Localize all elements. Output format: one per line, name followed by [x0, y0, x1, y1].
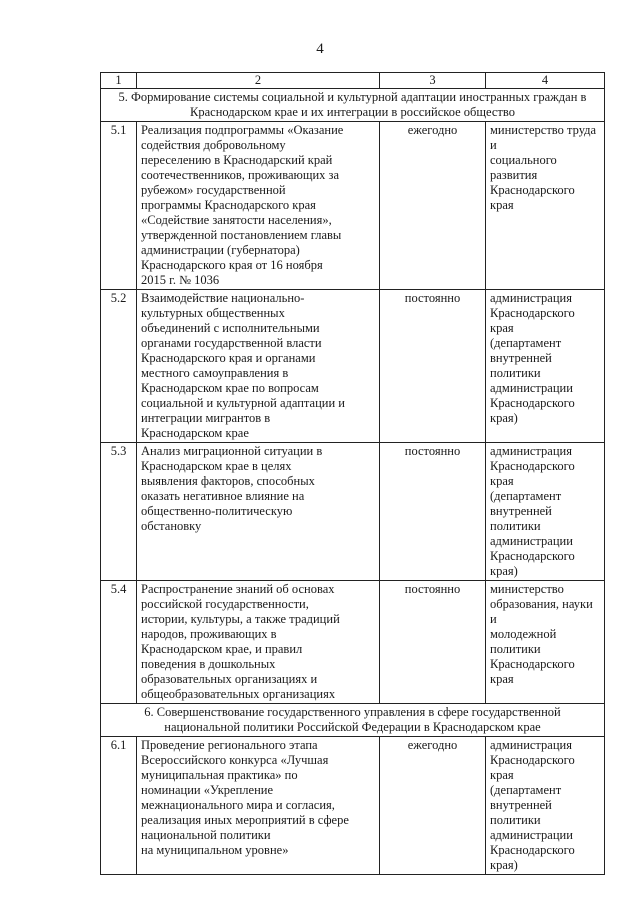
- item-period: ежегодно: [380, 122, 486, 290]
- item-period: ежегодно: [380, 737, 486, 875]
- column-header-4: 4: [486, 73, 605, 89]
- section-5-title: 5. Формирование системы социальной и культурной адаптации иностранных граждан в Краснодарском крае и их интеграции в российское общество: [101, 89, 605, 122]
- column-header-2: 2: [137, 73, 380, 89]
- table-row: [101, 581, 605, 704]
- item-number: 6.1: [101, 737, 137, 875]
- item-number: 5.3: [101, 443, 137, 581]
- table-row: [101, 122, 605, 290]
- section-6-title: 6. Совершенствование государственного управления в сфере государственной национальной политики Российской Федерации в Краснодарском крае: [101, 704, 605, 737]
- table-row: [101, 737, 605, 875]
- item-responsible: администрация Краснодарского края (департамент внутренней политики администрации Краснодарского края): [486, 290, 605, 443]
- item-responsible: администрация Краснодарского края (департамент внутренней политики администрации Краснодарского края): [486, 737, 605, 875]
- column-header-3: 3: [380, 73, 486, 89]
- item-activity: Взаимодействие национально- культурных общественных объединений с исполнительными органами государственной власти Краснодарского края и органами местного самоуправления в Краснодарском крае по вопросам социальной и культурной адаптации и интеграции мигрантов в Краснодарском крае: [137, 290, 380, 443]
- table-row: [101, 443, 605, 581]
- item-activity: Распространение знаний об основах российской государственности, истории, культуры, а также традиций народов, проживающих в Краснодарском крае, и правил поведения в дошкольных образовательных организациях и общеобразовательных организациях: [137, 581, 380, 704]
- item-number: 5.2: [101, 290, 137, 443]
- item-responsible: министерство образования, науки и молодежной политики Краснодарского края: [486, 581, 605, 704]
- section-header-row: [101, 89, 605, 122]
- item-number: 5.4: [101, 581, 137, 704]
- action-plan-table: [100, 72, 605, 875]
- item-responsible: администрация Краснодарского края (департамент внутренней политики администрации Краснодарского края): [486, 443, 605, 581]
- item-period: постоянно: [380, 581, 486, 704]
- item-activity: Реализация подпрограммы «Оказание содействия добровольному переселению в Краснодарский край соотечественников, проживающих за рубежом» государственной программы Краснодарского края «Содействие занятости населения», утвержденной постановлением главы администрации (губернатора) Краснодарского края от 16 ноября 2015 г. № 1036: [137, 122, 380, 290]
- item-responsible: министерство труда и социального развития Краснодарского края: [486, 122, 605, 290]
- page-number: 4: [316, 41, 324, 57]
- column-header-1: 1: [101, 73, 137, 89]
- item-activity: Проведение регионального этапа Всероссийского конкурса «Лучшая муниципальная практика» по номинации «Укрепление межнационального мира и согласия, реализация иных мероприятий в сфере национальной политики на муниципальном уровне»: [137, 737, 380, 875]
- item-activity: Анализ миграционной ситуации в Краснодарском крае в целях выявления факторов, способных оказать негативное влияние на общественно-политическую обстановку: [137, 443, 380, 581]
- section-header-row: [101, 704, 605, 737]
- item-period: постоянно: [380, 290, 486, 443]
- item-number: 5.1: [101, 122, 137, 290]
- item-period: постоянно: [380, 443, 486, 581]
- column-number-row: [101, 73, 605, 89]
- table-row: [101, 290, 605, 443]
